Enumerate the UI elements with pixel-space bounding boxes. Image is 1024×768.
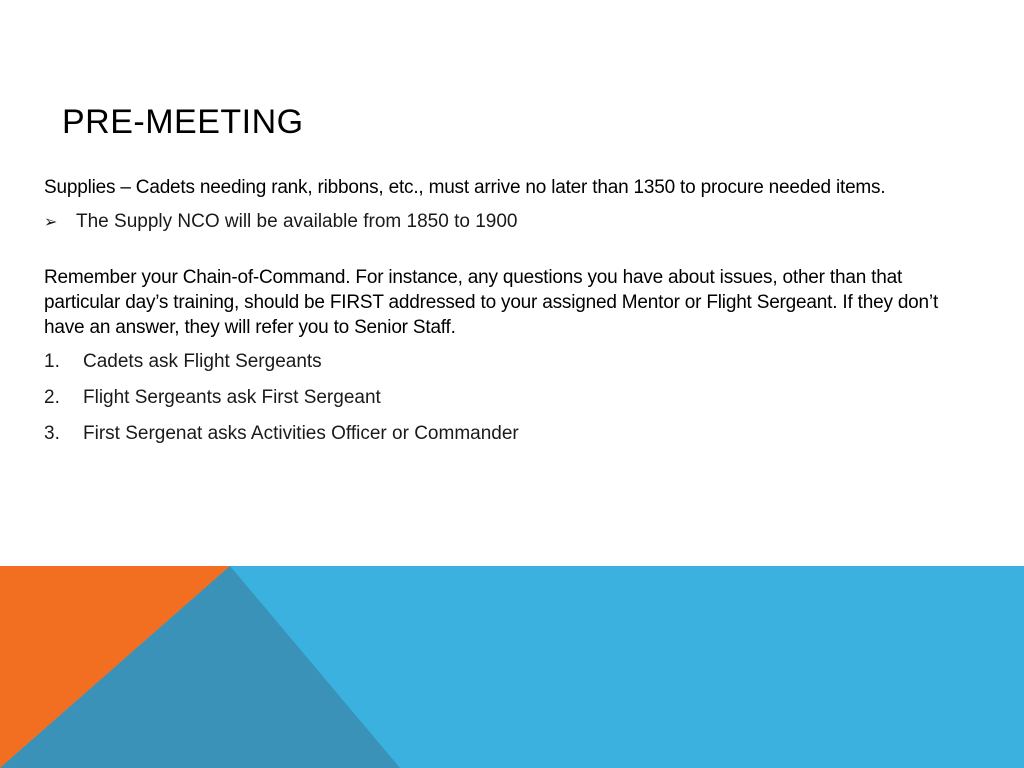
arrow-bullet-icon: ➢ (44, 214, 58, 231)
spacer (44, 235, 974, 265)
supply-bullet-item (44, 209, 974, 235)
list-item-number: 1. (44, 351, 60, 372)
chain-of-command-paragraph: Remember your Chain-of-Command. For instance, any questions you have about issues, other than that particular day’s training, should be FIRST addressed to your assigned Mentor or Flight Sergeant. If they don’t have an answer, they will refer you to Senior Staff. (44, 267, 939, 338)
list-item (44, 349, 974, 374)
list-item-text: Flight Sergeants ask First Sergeant (83, 387, 381, 408)
list-item-text: First Sergenat asks Activities Officer or Commander (83, 423, 519, 444)
numbered-list (44, 349, 974, 446)
supplies-paragraph: Supplies – Cadets needing rank, ribbons, etc., must arrive no later than 1350 to procure needed items. (44, 177, 886, 198)
supply-bullet-text: The Supply NCO will be available from 1850 to 1900 (76, 211, 518, 232)
list-item-text: Cadets ask Flight Sergeants (83, 351, 322, 372)
slide-title: PRE-MEETING (62, 103, 304, 141)
list-item-number: 3. (44, 423, 60, 444)
decorative-footer-shapes (0, 566, 1024, 768)
list-item (44, 421, 974, 446)
slide-body (44, 175, 974, 457)
list-item-number: 2. (44, 387, 60, 408)
list-item (44, 385, 974, 410)
